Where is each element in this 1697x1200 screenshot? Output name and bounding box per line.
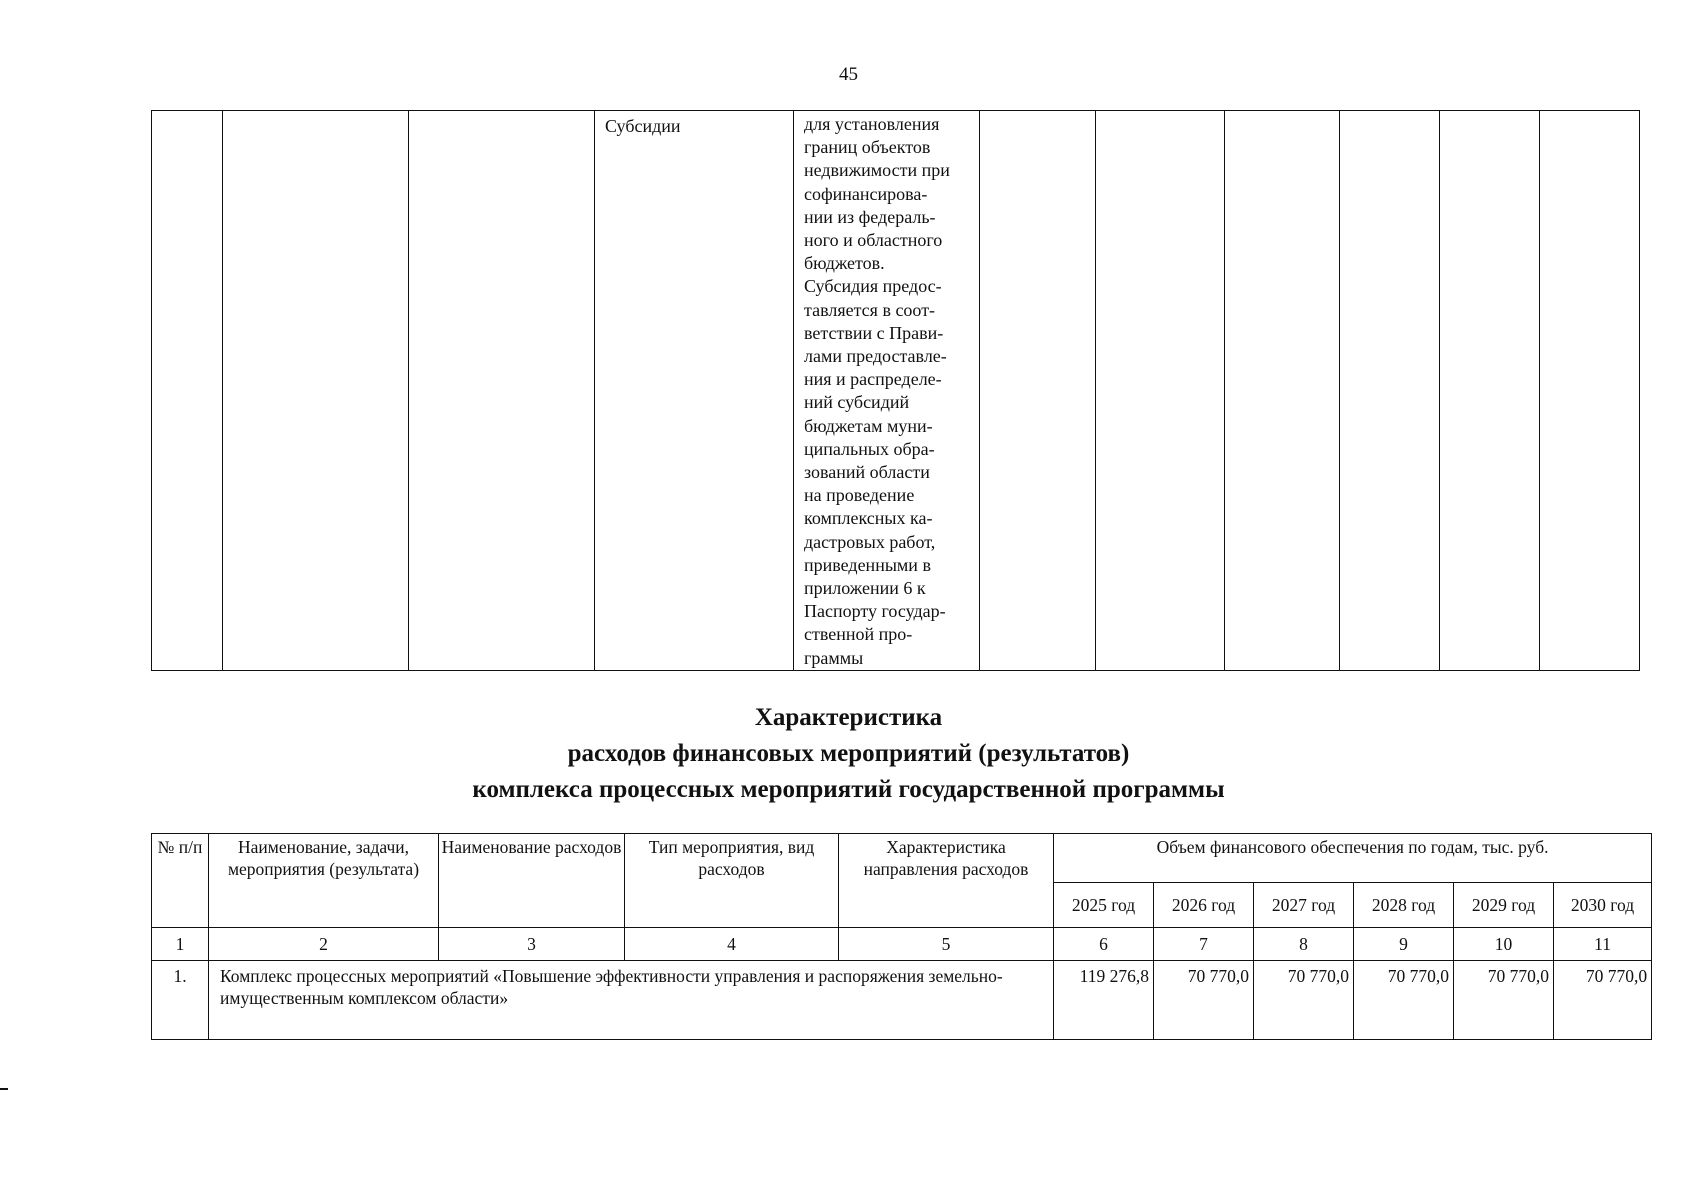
- description-line: границ объектов: [804, 137, 931, 158]
- description-line: зований области: [804, 462, 930, 483]
- description-line: ственной про-: [804, 624, 913, 645]
- description-line: тавляется в соот-: [804, 299, 936, 320]
- cell-empty: [1540, 111, 1640, 671]
- column-number: 9: [1354, 928, 1454, 961]
- column-number: 7: [1154, 928, 1254, 961]
- description-line: лами предоставле-: [804, 346, 947, 367]
- cell-empty: [1096, 111, 1225, 671]
- description-line: Субсидия предос-: [804, 276, 942, 297]
- row-value-2026: 70 770,0: [1154, 961, 1254, 1040]
- row-num: 1.: [152, 961, 209, 1040]
- page-number: 45: [839, 64, 858, 85]
- expense-description-cell: [794, 111, 980, 671]
- row-value-2030: 70 770,0: [1554, 961, 1652, 1040]
- column-number: 4: [625, 928, 839, 961]
- description-line: недвижимости при: [804, 160, 950, 181]
- section-title-line-3: комплекса процессных мероприятий государственной программы: [472, 776, 1225, 803]
- description-line: бюджетов.: [804, 253, 885, 274]
- header-num: № п/п: [152, 834, 209, 928]
- column-number: 6: [1054, 928, 1154, 961]
- continuation-table: [151, 110, 1640, 671]
- header-year: 2025 год: [1054, 883, 1154, 928]
- description-line: комплексных ка-: [804, 508, 933, 529]
- header-row: [152, 834, 1652, 883]
- row-value-2029: 70 770,0: [1454, 961, 1554, 1040]
- section-title-line-2: расходов финансовых мероприятий (результатов): [567, 740, 1130, 767]
- section-title: [0, 700, 1697, 808]
- section-title-line-1: Характеристика: [754, 704, 943, 731]
- cell-empty: [1340, 111, 1440, 671]
- column-number: 2: [209, 928, 439, 961]
- header-year: 2026 год: [1154, 883, 1254, 928]
- description-line: ципальных обра-: [804, 438, 935, 459]
- row-name: Комплекс процессных мероприятий «Повышение эффективности управления и распоряжения земельно-имущественным комплексом области»: [209, 961, 1054, 1040]
- column-number: 11: [1554, 928, 1652, 961]
- description-line: Паспорту государ-: [804, 601, 946, 622]
- table-row: [152, 961, 1652, 1040]
- description-line: для установления: [804, 114, 940, 134]
- header-expense-name: Наименование расходов: [439, 834, 625, 928]
- description-line: на проведение: [804, 485, 915, 506]
- header-year: 2029 год: [1454, 883, 1554, 928]
- header-year: 2028 год: [1354, 883, 1454, 928]
- column-number: 1: [152, 928, 209, 961]
- description-line: дастровых работ,: [804, 531, 936, 552]
- header-year: 2027 год: [1254, 883, 1354, 928]
- column-number-row: [152, 928, 1652, 961]
- column-number: 5: [839, 928, 1054, 961]
- continuation-row: [152, 111, 1640, 671]
- description-line: бюджетам муни-: [804, 415, 933, 436]
- description-line: ветствии с Прави-: [804, 322, 944, 343]
- description-line: приведенными в: [804, 554, 931, 575]
- description-line: приложении 6 к: [804, 578, 926, 599]
- expense-table: [151, 833, 1652, 1040]
- cell-empty: [223, 111, 409, 671]
- row-value-2027: 70 770,0: [1254, 961, 1354, 1040]
- expense-type-cell: Субсидии: [595, 111, 794, 671]
- description-line: ний субсидий: [804, 392, 910, 413]
- cell-empty: [980, 111, 1096, 671]
- cell-empty: [409, 111, 595, 671]
- row-value-2025: 119 276,8: [1054, 961, 1154, 1040]
- cell-empty: [1225, 111, 1340, 671]
- expense-description-text: [804, 113, 979, 670]
- header-funding: Объем финансового обеспечения по годам, тыс. руб.: [1054, 834, 1652, 883]
- row-value-2028: 70 770,0: [1354, 961, 1454, 1040]
- cell-empty: [152, 111, 223, 671]
- description-line: ния и распределе-: [804, 369, 942, 390]
- header-type: Тип мероприятия, вид расходов: [625, 834, 839, 928]
- column-number: 10: [1454, 928, 1554, 961]
- column-number: 8: [1254, 928, 1354, 961]
- description-line: нии из федераль-: [804, 206, 936, 227]
- description-line: софинансирова-: [804, 183, 928, 204]
- description-line: граммы: [804, 647, 864, 668]
- cell-empty: [1440, 111, 1540, 671]
- header-year: 2030 год: [1554, 883, 1652, 928]
- column-number: 3: [439, 928, 625, 961]
- header-name: Наименование, задачи, мероприятия (результата): [209, 834, 439, 928]
- description-line: ного и областного: [804, 230, 943, 251]
- header-characteristic: Характеристика направления расходов: [839, 834, 1054, 928]
- margin-mark: [0, 1088, 8, 1090]
